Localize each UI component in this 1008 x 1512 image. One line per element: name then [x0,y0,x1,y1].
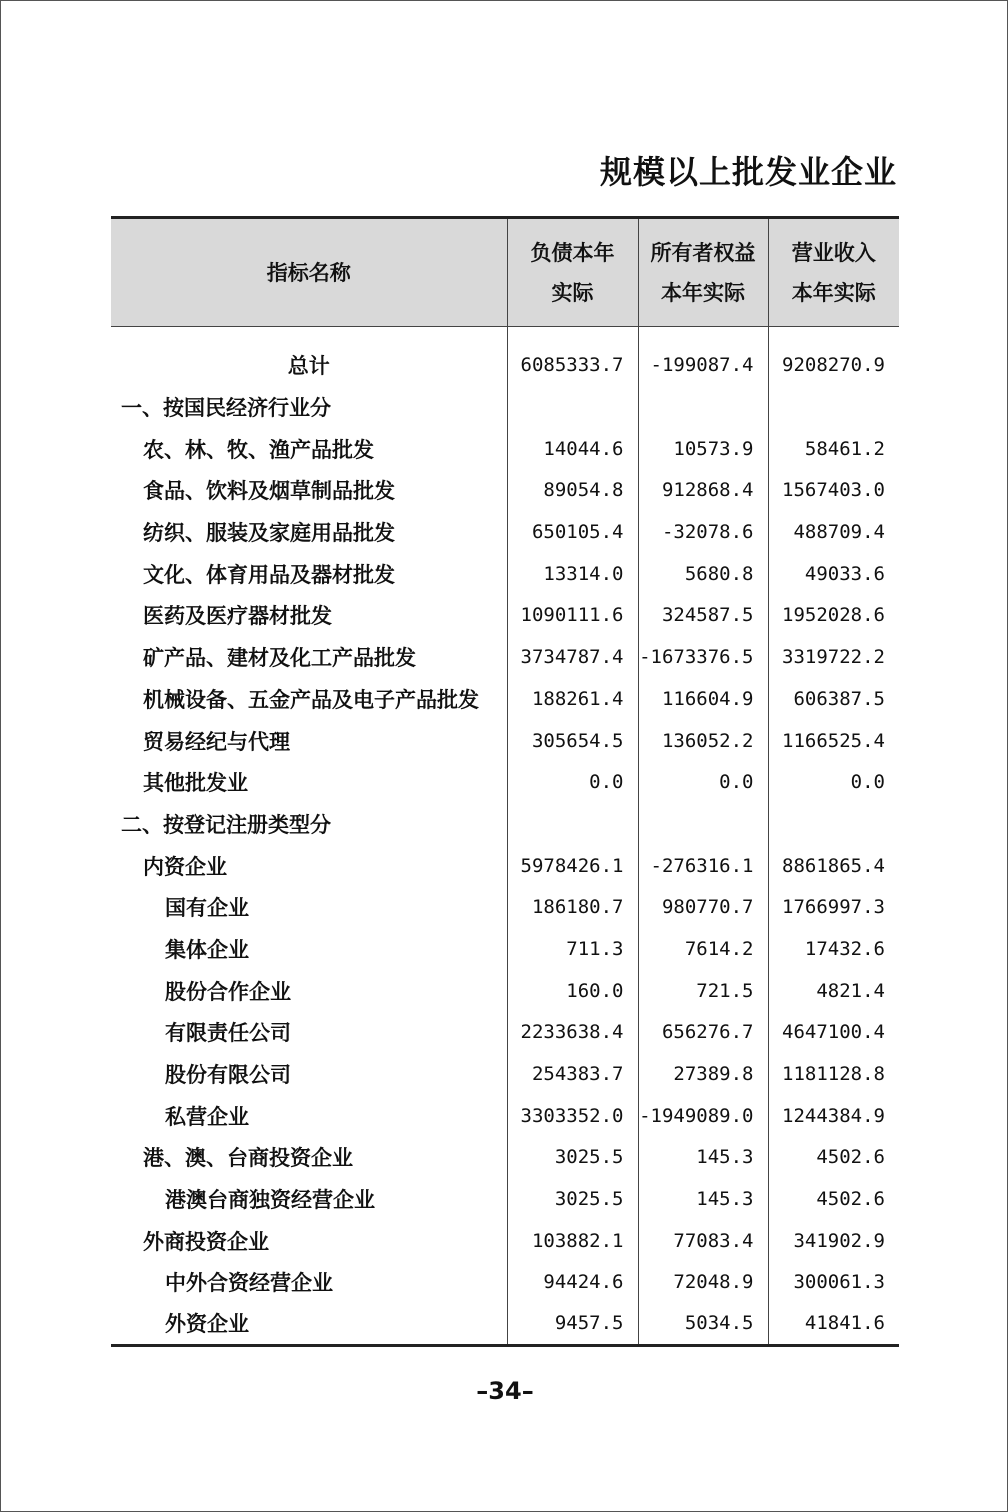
operating-revenue-value: 1567403.0 [768,470,899,512]
table-row [111,428,899,470]
header-liabilities: 负债本年 实际 [507,218,638,327]
row-label: 中外合资经营企业 [165,1270,333,1296]
table-row [111,678,899,720]
table-row [111,1053,899,1095]
owners-equity-value: 145.3 [638,1178,768,1220]
row-label: 外资企业 [111,1303,507,1345]
row-label: 股份有限公司 [165,1062,291,1088]
liabilities-value: 2233638.4 [507,1012,638,1054]
operating-revenue-value: 49033.6 [768,553,899,595]
liabilities-value: 94424.6 [507,1262,638,1304]
liabilities-value: 160.0 [507,970,638,1012]
liabilities-value: 3025.5 [507,1178,638,1220]
operating-revenue-value: 4502.6 [768,1178,899,1220]
liabilities-value: 254383.7 [507,1053,638,1095]
row-label: 一、按国民经济行业分 [121,395,331,421]
owners-equity-value: 145.3 [638,1137,768,1179]
table-spacer-row [111,327,899,345]
owners-equity-value: 5680.8 [638,553,768,595]
row-label: 有限责任公司 [165,1020,291,1046]
operating-revenue-value: 1181128.8 [768,1053,899,1095]
table-body [111,327,899,1346]
operating-revenue-value: 0.0 [768,761,899,803]
row-label: 机械设备、五金产品及电子产品批发 [143,686,479,712]
table-row [111,470,899,512]
row-label: 集体企业 [165,936,249,962]
liabilities-value: 186180.7 [507,886,638,928]
operating-revenue-value: 17432.6 [768,928,899,970]
table-row [111,845,899,887]
row-label: 外商投资企业 [143,1228,269,1254]
table-row [111,1137,899,1179]
table-row [111,1095,899,1137]
owners-equity-value: 10573.9 [638,428,768,470]
liabilities-value: 1090111.6 [507,595,638,637]
owners-equity-value: -199087.4 [638,345,768,387]
row-label: 内资企业 [143,853,227,879]
operating-revenue-value: 300061.3 [768,1262,899,1304]
owners-equity-value: 324587.5 [638,595,768,637]
row-label: 医药及医疗器材批发 [143,603,332,629]
liabilities-value: 711.3 [507,928,638,970]
owners-equity-value: 7614.2 [638,928,768,970]
table-row [111,761,899,803]
table-row [111,636,899,678]
table-row [111,720,899,762]
liabilities-value: 103882.1 [507,1220,638,1262]
owners-equity-value: 27389.8 [638,1053,768,1095]
table-header [111,218,899,327]
owners-equity-value: 0.0 [638,761,768,803]
row-label: 矿产品、建材及化工产品批发 [143,645,416,671]
header-indicator-name: 指标名称 [111,218,507,327]
table-row [111,886,899,928]
liabilities-value: 14044.6 [507,428,638,470]
owners-equity-value: 72048.9 [638,1262,768,1304]
operating-revenue-value: 1166525.4 [768,720,899,762]
row-label: 二、按登记注册类型分 [121,811,331,837]
table-row [111,803,899,845]
liabilities-value: 0.0 [507,761,638,803]
table-row [111,386,899,428]
row-label: 贸易经纪与代理 [143,728,290,754]
owners-equity-value: -1673376.5 [638,636,768,678]
operating-revenue-value: 4821.4 [768,970,899,1012]
liabilities-value [507,803,638,845]
row-label: 港澳台商独资经营企业 [165,1187,375,1213]
row-label: 私营企业 [165,1103,249,1129]
liabilities-value: 3025.5 [507,1137,638,1179]
liabilities-value: 305654.5 [507,720,638,762]
table-row [111,553,899,595]
table-row [111,1220,899,1262]
table-row [111,970,899,1012]
owners-equity-value [638,386,768,428]
owners-equity-value: 721.5 [638,970,768,1012]
owners-equity-value: -1949089.0 [638,1095,768,1137]
operating-revenue-value: 58461.2 [768,428,899,470]
page-number: –34– [476,1377,534,1405]
table-row [111,511,899,553]
page-title: 规模以上批发业企业 [599,153,897,191]
row-label: 其他批发业 [143,770,248,796]
liabilities-value: 650105.4 [507,511,638,553]
owners-equity-value: 5034.5 [638,1303,768,1345]
liabilities-value: 6085333.7 [507,345,638,387]
table-row [111,1303,899,1345]
liabilities-value: 5978426.1 [507,845,638,887]
liabilities-value: 89054.8 [507,470,638,512]
owners-equity-value: 912868.4 [638,470,768,512]
table-row [111,1012,899,1054]
owners-equity-value [638,803,768,845]
table-row [111,595,899,637]
operating-revenue-value: 606387.5 [768,678,899,720]
operating-revenue-value: 4502.6 [768,1137,899,1179]
row-label: 国有企业 [165,895,249,921]
row-label: 港、澳、台商投资企业 [143,1145,353,1171]
operating-revenue-value: 8861865.4 [768,845,899,887]
data-table-container [111,216,899,1347]
operating-revenue-value: 41841.6 [768,1303,899,1345]
owners-equity-value: 656276.7 [638,1012,768,1054]
owners-equity-value: -276316.1 [638,845,768,887]
operating-revenue-value [768,803,899,845]
liabilities-value: 13314.0 [507,553,638,595]
owners-equity-value: 980770.7 [638,886,768,928]
liabilities-value [507,386,638,428]
owners-equity-value: 116604.9 [638,678,768,720]
table-row [111,1178,899,1220]
liabilities-value: 9457.5 [507,1303,638,1345]
owners-equity-value: 77083.4 [638,1220,768,1262]
liabilities-value: 188261.4 [507,678,638,720]
header-operating-revenue: 营业收入 本年实际 [768,218,899,327]
row-label: 农、林、牧、渔产品批发 [143,436,374,462]
owners-equity-value: -32078.6 [638,511,768,553]
row-label: 食品、饮料及烟草制品批发 [143,478,395,504]
operating-revenue-value: 1766997.3 [768,886,899,928]
row-label: 文化、体育用品及器材批发 [143,561,395,587]
operating-revenue-value: 9208270.9 [768,345,899,387]
liabilities-value: 3303352.0 [507,1095,638,1137]
owners-equity-value: 136052.2 [638,720,768,762]
liabilities-value: 3734787.4 [507,636,638,678]
operating-revenue-value: 488709.4 [768,511,899,553]
table-row [111,928,899,970]
operating-revenue-value [768,386,899,428]
row-label: 纺织、服装及家庭用品批发 [143,520,395,546]
operating-revenue-value: 4647100.4 [768,1012,899,1054]
operating-revenue-value: 1952028.6 [768,595,899,637]
row-label: 总计 [287,353,330,379]
statistics-table [111,216,899,1347]
operating-revenue-value: 341902.9 [768,1220,899,1262]
operating-revenue-value: 3319722.2 [768,636,899,678]
operating-revenue-value: 1244384.9 [768,1095,899,1137]
header-owners-equity: 所有者权益 本年实际 [638,218,768,327]
row-label: 股份合作企业 [165,978,291,1004]
table-row [111,345,899,387]
table-row [111,1262,899,1304]
